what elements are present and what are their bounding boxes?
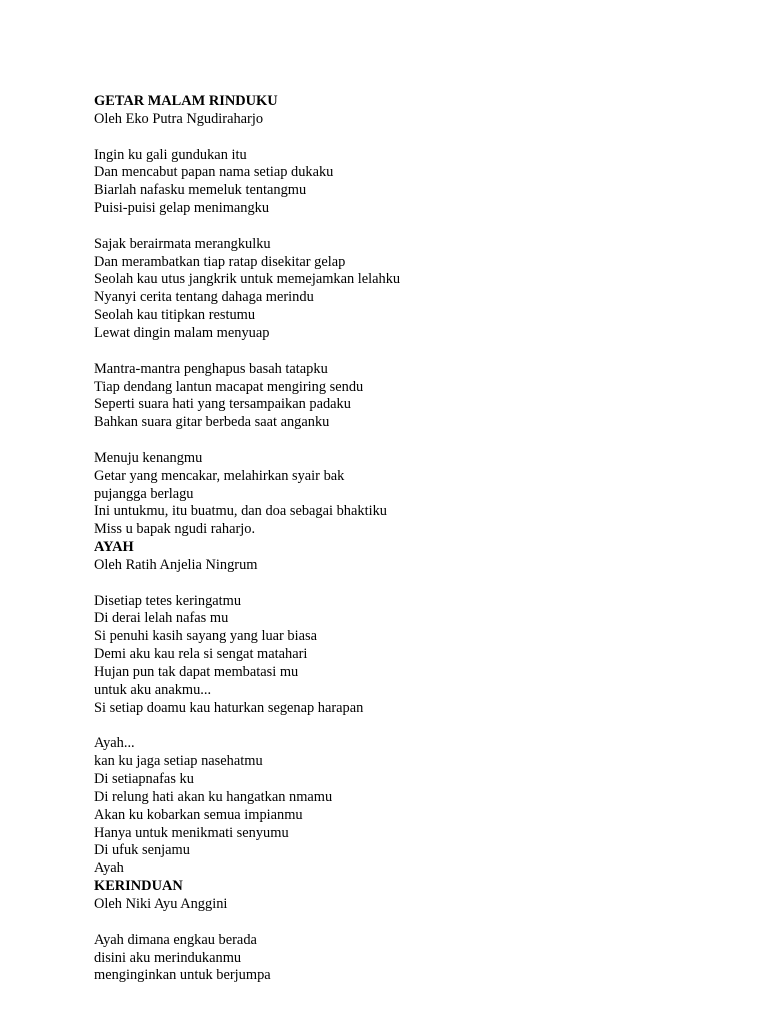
poem-line: Ayah... — [94, 735, 135, 752]
poem-line: Ayah — [94, 860, 124, 877]
poem — [94, 93, 734, 539]
poem-author: Oleh Niki Ayu Anggini — [94, 895, 228, 912]
poem-line: Ingin ku gali gundukan itu — [94, 146, 247, 163]
stanza-gap — [94, 432, 734, 450]
poem-line: Dan mencabut papan nama setiap dukaku — [94, 164, 334, 181]
poem-title: AYAH — [94, 539, 134, 556]
stanza-gap — [94, 575, 734, 593]
poem-line: Puisi-puisi gelap menimangku — [94, 200, 270, 217]
poem-title: KERINDUAN — [94, 878, 183, 895]
poem-line: disini aku merindukanmu — [94, 949, 242, 966]
stanza-gap — [94, 218, 734, 236]
document-page — [94, 93, 734, 985]
poem-line: menginginkan untuk berjumpa — [94, 967, 271, 984]
poem-line: Bahkan suara gitar berbeda saat anganku — [94, 414, 330, 431]
poem-line: Sajak berairmata merangkulku — [94, 235, 271, 252]
poem-line: Menuju kenangmu — [94, 449, 203, 466]
poem-line: Disetiap tetes keringatmu — [94, 592, 242, 609]
stanza-gap — [94, 718, 734, 736]
poem-line: Di setiapnafas ku — [94, 771, 194, 788]
poem-line: Seolah kau titipkan restumu — [94, 307, 256, 324]
poem-line: untuk aku anakmu... — [94, 681, 212, 698]
poem-line: Mantra-mantra penghapus basah tatapku — [94, 360, 328, 377]
poem-author: Oleh Ratih Anjelia Ningrum — [94, 556, 258, 573]
stanza — [94, 361, 734, 432]
poem-line: Seperti suara hati yang tersampaikan padaku — [94, 396, 351, 413]
poem-title: GETAR MALAM RINDUKU — [94, 93, 278, 109]
poem-line: Seolah kau utus jangkrik untuk memejamkan lelahku — [94, 271, 401, 288]
poem-line: Di derai lelah nafas mu — [94, 610, 229, 627]
stanza — [94, 593, 734, 718]
poem-line: Biarlah nafasku memeluk tentangmu — [94, 182, 307, 199]
poem-line: Akan ku kobarkan semua impianmu — [94, 806, 303, 823]
poem-line: Getar yang mencakar, melahirkan syair bak — [94, 467, 345, 484]
poem-author: Oleh Eko Putra Ngudiraharjo — [94, 110, 264, 127]
poem-line: Miss u bapak ngudi raharjo. — [94, 521, 256, 538]
poem-line: Ini untukmu, itu buatmu, dan doa sebagai bhaktiku — [94, 503, 387, 520]
poem — [94, 878, 734, 985]
stanza-gap — [94, 129, 734, 147]
poem-line: Hujan pun tak dapat membatasi mu — [94, 664, 299, 680]
stanza — [94, 236, 734, 343]
stanza — [94, 735, 734, 878]
poem-line: Di relung hati akan ku hangatkan nmamu — [94, 788, 333, 805]
poem-line: Nyanyi cerita tentang dahaga merindu — [94, 289, 314, 306]
stanza — [94, 932, 734, 986]
stanza-gap — [94, 343, 734, 361]
poem-line: Si penuhi kasih sayang yang luar biasa — [94, 628, 318, 645]
poem — [94, 539, 734, 878]
poem-line: Demi aku kau rela si sengat matahari — [94, 646, 308, 663]
stanza — [94, 147, 734, 218]
poem-line: Ayah dimana engkau berada — [94, 931, 257, 948]
poem-line: kan ku jaga setiap nasehatmu — [94, 753, 263, 770]
poem-line: Hanya untuk menikmati senyumu — [94, 824, 289, 841]
stanza — [94, 450, 734, 539]
poem-line: Di ufuk senjamu — [94, 842, 190, 859]
poem-line: Lewat dingin malam menyuap — [94, 324, 270, 341]
poem-line: Si setiap doamu kau haturkan segenap harapan — [94, 699, 364, 716]
stanza-gap — [94, 914, 734, 932]
poem-line: Tiap dendang lantun macapat mengiring sendu — [94, 378, 364, 395]
poem-line: Dan merambatkan tiap ratap disekitar gelap — [94, 253, 346, 270]
poem-line: pujangga berlagu — [94, 485, 194, 502]
